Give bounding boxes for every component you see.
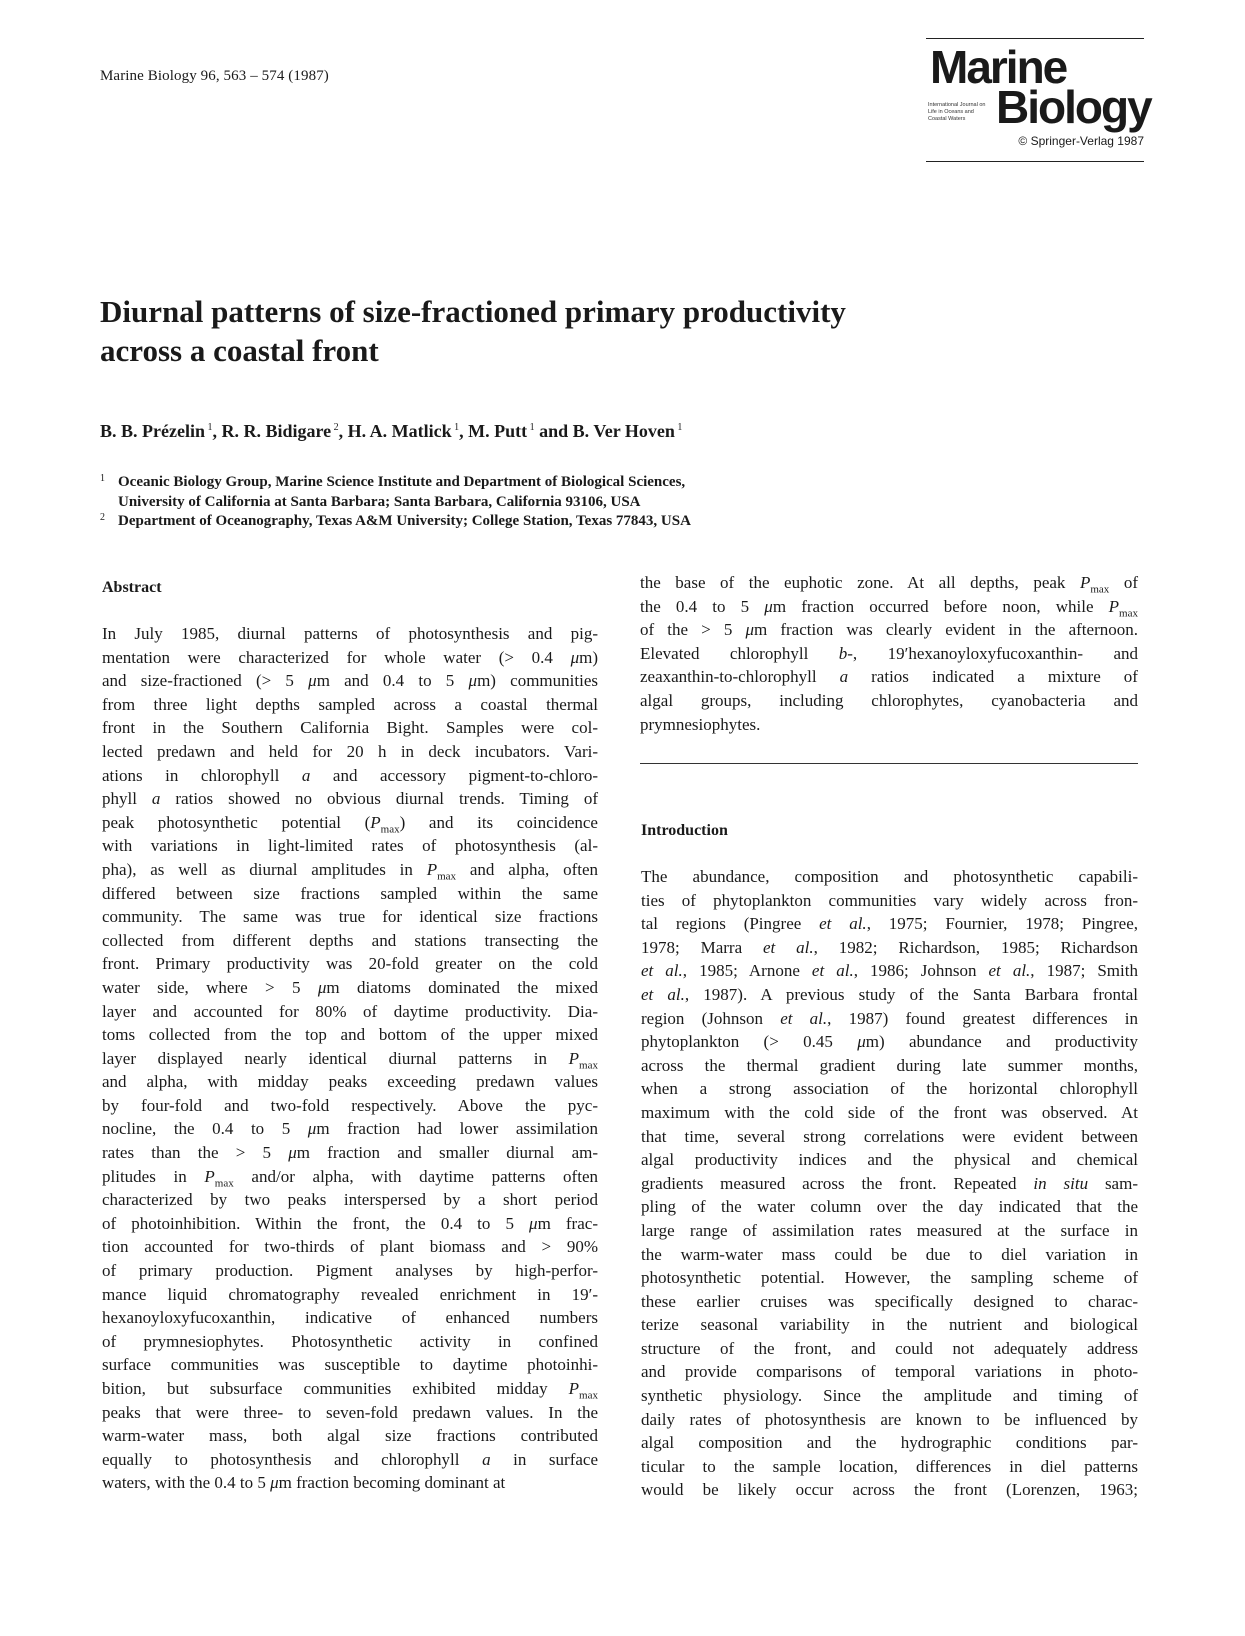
affiliation-marker: 2 (331, 422, 339, 433)
text-line: rates than the > 5 μm fraction and smaller diurnal am- (102, 1143, 599, 1163)
text-line: plitudes in $P_{max}$ and/or alpha, with daytime patterns often (102, 1166, 598, 1190)
text-line: the 0.4 to 5 μm fraction occurred before noon, while $P_{max}$ (640, 596, 1138, 619)
text-line: and alpha, with midday peaks exceeding predawn values (102, 1072, 598, 1092)
text-line: zeaxanthin-to-chlorophyll a ratios indicated a mixture of (640, 667, 1138, 687)
text-line: that time, several strong correlations were evident between (641, 1126, 1138, 1146)
text-line: synthetic physiology. Since the amplitude and timing of (641, 1386, 1138, 1406)
author-separator: , (338, 421, 348, 441)
affiliation-line: Department of Oceanography, Texas A&M University; College Station, Texas 77843, USA (118, 513, 691, 529)
journal-logo-biology: Biology (996, 81, 1151, 133)
text-line: ties of phytoplankton communities vary widely across fron- (641, 890, 1138, 910)
text-line: the warm-water mass could be due to diel variation in (641, 1244, 1138, 1264)
text-line: warm-water mass, both algal size fractions contributed (102, 1426, 598, 1446)
masthead-top-rule (926, 38, 1144, 39)
text-line: characterized by two peaks interspersed by a short period (102, 1190, 598, 1210)
text-line: 1978; Marra et al., 1982; Richardson, 1985; Richardson (641, 937, 1138, 957)
text-line: photosynthetic potential. However, the sampling scheme of (641, 1268, 1138, 1288)
text-line: across the thermal gradient during late summer months, (641, 1055, 1138, 1075)
text-line: region (Johnson et al., 1987) found greatest differences in (641, 1008, 1138, 1028)
text-line: algal composition and the hydrographic conditions par- (641, 1433, 1138, 1453)
text-line: et al., 1985; Arnone et al., 1986; Johnson et al., 1987; Smith (641, 961, 1138, 981)
author-separator: and (534, 421, 573, 441)
text-line: collected from different depths and stations transecting the (102, 930, 598, 950)
text-line: tal regions (Pingree et al., 1975; Fournier, 1978; Pingree, (641, 914, 1138, 934)
text-line: large range of assimilation rates measured at the surface in (641, 1220, 1138, 1240)
text-line: of photoinhibition. Within the front, the 0.4 to 5 μm frac- (102, 1213, 598, 1233)
article-title (100, 292, 1000, 370)
text-line: In July 1985, diurnal patterns of photosynthesis and pig- (102, 624, 598, 643)
journal-tagline: International Journal on Life in Oceans and Coastal Waters (928, 102, 986, 122)
author-separator: , (212, 421, 222, 441)
author-separator: , (459, 421, 469, 441)
abstract-heading: Abstract (102, 579, 162, 596)
affiliation-number: 2 (100, 512, 105, 523)
text-line: algal productivity indices and the physical and chemical (641, 1150, 1138, 1170)
text-line: Elevated chlorophyll b-, 19′hexanoyloxyfucoxanthin- and (640, 643, 1138, 663)
text-line: peak photosynthetic potential $(P_{max})$ and its coincidence (102, 812, 598, 836)
text-line: of prymnesiophytes. Photosynthetic activity in confined (102, 1331, 598, 1351)
text-line: ations in chlorophyll a and accessory pigment-to-chloro- (102, 765, 598, 785)
text-line: bition, but subsurface communities exhibited midday $P_{max}$ (102, 1379, 598, 1402)
affiliation-line: University of California at Santa Barbara; Santa Barbara, California 93106, USA (118, 493, 641, 510)
text-line: toms collected from the top and bottom of the upper mixed (102, 1025, 598, 1045)
title-line: Diurnal patterns of size-fractioned primary productivity (100, 294, 846, 329)
text-line: The abundance, composition and photosynthetic capabili- (641, 867, 1138, 886)
text-line: by four-fold and two-fold respectively. Above the pyc- (102, 1095, 598, 1115)
introduction-heading: Introduction (641, 822, 728, 839)
text-line: phyll a ratios showed no obvious diurnal trends. Timing of (102, 789, 598, 809)
text-line: surface communities was susceptible to daytime photoinhi- (102, 1355, 598, 1375)
text-line: gradients measured across the front. Repeated in situ sam- (641, 1173, 1138, 1193)
introduction-body (641, 865, 1138, 1502)
journal-masthead (926, 38, 1151, 162)
text-line: the base of the euphotic zone. At all depths, peak $P_{max}$ of (640, 573, 1138, 596)
affiliation-marker: 1 (527, 422, 535, 433)
journal-citation: Marine Biology 96, 563 – 574 (1987) (100, 68, 329, 84)
text-line: community. The same was true for identical size fractions (102, 907, 598, 927)
text-line: these earlier cruises was specifically designed to charac- (641, 1291, 1138, 1311)
affiliation-marker: 1 (674, 422, 683, 433)
text-line: waters, with the 0.4 to 5 μm fraction becoming dominant at (102, 1473, 506, 1493)
masthead-bottom-rule (926, 161, 1144, 162)
author-name: M. Putt (468, 421, 528, 441)
text-line: tion accounted for two-thirds of plant biomass and > 90% (102, 1237, 598, 1257)
text-line: with variations in light-limited rates of photosynthesis (al- (102, 836, 598, 856)
abstract-continuation (640, 571, 1138, 736)
text-line: nocline, the 0.4 to 5 μm fraction had lower assimilation (102, 1119, 598, 1139)
text-line: layer and accounted for 80% of daytime productivity. Dia- (102, 1001, 598, 1021)
text-line: mance liquid chromatography revealed enrichment in 19′- (102, 1284, 598, 1304)
copyright-notice: © Springer-Verlag 1987 (1018, 134, 1144, 148)
affiliation-marker: 1 (204, 422, 213, 433)
text-line: peaks that were three- to seven-fold predawn values. In the (102, 1402, 598, 1422)
author-name: H. A. Matlick (347, 421, 452, 441)
text-line: algal groups, including chlorophytes, cyanobacteria and (640, 690, 1138, 710)
text-line: of the > 5 μm fraction was clearly evident in the afternoon. (640, 620, 1138, 640)
text-line: daily rates of photosynthesis are known to be influenced by (641, 1409, 1138, 1429)
text-line: water side, where > 5 μm diatoms dominated the mixed (102, 977, 598, 997)
text-line: front in the Southern California Bight. Samples were col- (102, 718, 598, 738)
text-line: ticular to the sample location, differences in diel patterns (641, 1456, 1138, 1476)
title-line: across a coastal front (100, 333, 379, 368)
text-line: and size-fractioned (> 5 μm and 0.4 to 5 μm) communities (102, 671, 598, 691)
affiliation-item (100, 473, 1040, 512)
text-line: lected predawn and held for 20 h in deck incubators. Vari- (102, 741, 598, 761)
affiliations (100, 473, 1040, 532)
text-line: structure of the front, and could not adequately address (641, 1338, 1138, 1358)
author-name: R. R. Bidigare (221, 421, 332, 441)
author-name: B. Ver Hoven (572, 421, 675, 441)
author-list (100, 421, 682, 442)
text-line: layer displayed nearly identical diurnal patterns in $P_{max}$ (102, 1048, 598, 1072)
text-line: of primary production. Pigment analyses by high-perfor- (102, 1261, 598, 1281)
affiliation-number: 1 (100, 473, 105, 484)
section-divider (640, 763, 1138, 764)
text-line: when a strong association of the horizontal chlorophyll (641, 1079, 1138, 1099)
text-line: maximum with the cold side of the front was observed. At (641, 1102, 1138, 1122)
text-line: equally to photosynthesis and chlorophyll a in surface (102, 1449, 598, 1469)
abstract-body (102, 622, 598, 1495)
text-line: and provide comparisons of temporal variations in photo- (641, 1362, 1138, 1382)
text-line: front. Primary productivity was 20-fold greater on the cold (102, 954, 598, 974)
text-line: pha), as well as diurnal amplitudes in $P_{max}$ and alpha, often (102, 859, 598, 883)
text-line: phytoplankton (> 0.45 μm) abundance and productivity (641, 1032, 1138, 1052)
affiliation-marker: 1 (451, 422, 460, 433)
affiliation-item (100, 512, 1040, 532)
text-line: would be likely occur across the front (Lorenzen, 1963; (641, 1480, 1138, 1500)
text-line: terize seasonal variability in the nutrient and biological (641, 1315, 1138, 1335)
text-line: hexanoyloxyfucoxanthin, indicative of enhanced numbers (102, 1308, 598, 1328)
text-line: et al., 1987). A previous study of the Santa Barbara frontal (641, 984, 1138, 1004)
text-line: differed between size fractions sampled within the same (102, 883, 598, 903)
text-line: mentation were characterized for whole water (> 0.4 μm) (102, 647, 598, 667)
journal-logo-marine: Marine (930, 41, 1067, 93)
text-line: prymnesiophytes. (640, 714, 761, 734)
text-line: pling of the water column over the day indicated that the (641, 1197, 1138, 1217)
author-name: B. B. Prézelin (100, 421, 205, 441)
affiliation-line: Oceanic Biology Group, Marine Science Institute and Department of Biological Sciences, (118, 474, 686, 490)
text-line: from three light depths sampled across a coastal thermal (102, 694, 598, 714)
